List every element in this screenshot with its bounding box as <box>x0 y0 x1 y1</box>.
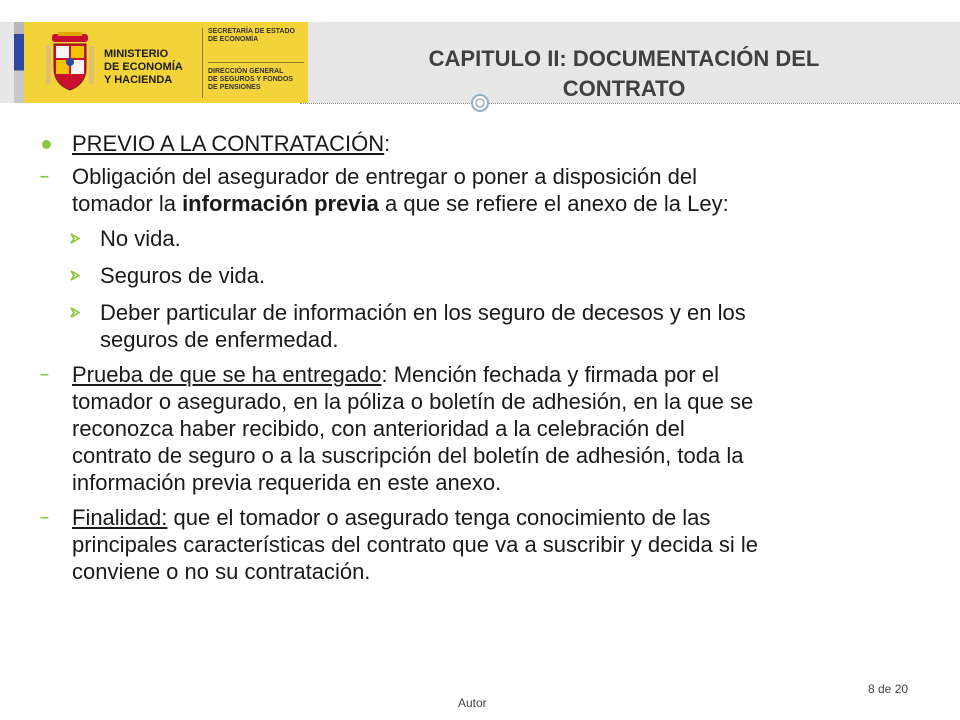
page-title: CAPITULO II: DOCUMENTACIÓN DEL CONTRATO <box>428 46 820 101</box>
ministry-name: MINISTERIO DE ECONOMÍA Y HACIENDA <box>104 48 183 86</box>
item2-underlined: Prueba de que se ha entregado <box>72 362 382 387</box>
item3-text: conviene o no su contratación. <box>72 559 371 584</box>
eu-flag-strip <box>14 22 24 103</box>
item3-line1 <box>72 504 920 531</box>
item2-line1 <box>72 361 920 388</box>
heading-row <box>40 130 920 157</box>
subitem-text: Deber particular de información en los seguro de decesos y en los <box>100 300 746 325</box>
item1-line2 <box>72 190 920 217</box>
item2-text: reconozca haber recibido, con anterioridad a la celebración del <box>72 416 685 441</box>
section-heading: PREVIO A LA CONTRATACIÓN <box>72 131 385 156</box>
sub-list-item <box>40 225 920 252</box>
list-item <box>40 504 920 585</box>
item3-text: que el tomador o asegurado tenga conocimiento de las <box>167 505 711 530</box>
dash-bullet-icon: – <box>40 509 49 526</box>
arrow-bullet-icon <box>70 270 81 281</box>
direccion-text: DIRECCIÓN GENERAL DE SEGUROS Y FONDOS DE PENSIONES <box>208 68 293 91</box>
item1-text: tomador la <box>72 191 183 216</box>
secretaria-text: SECRETARÍA DE ESTADO DE ECONOMÍA DIRECCIÓN GENERAL DE SEGUROS Y FONDOS DE PENSIONES <box>208 28 306 44</box>
item2-text: tomador o asegurado, en la póliza o boletín de adhesión, en la que se <box>72 389 754 414</box>
item3-underlined: Finalidad: <box>72 505 168 530</box>
subitem-text: Seguros de vida. <box>100 263 266 288</box>
sub-list-item <box>40 262 920 289</box>
dash-bullet-icon: – <box>40 168 49 185</box>
arrow-bullet-icon <box>70 233 81 244</box>
secretaria-divider <box>208 62 304 63</box>
item3-text: principales características del contrato que va a suscribir y decida si le <box>72 532 758 557</box>
item1-line1: Obligación del asegurador de entregar o poner a disposición del <box>72 164 697 189</box>
item2-text: información previa requerida en este anexo. <box>72 470 502 495</box>
title-underline <box>300 103 960 104</box>
bullet-dot-icon <box>42 140 51 149</box>
ring-icon <box>470 93 490 113</box>
list-item <box>40 163 920 217</box>
item1-bold: información previa <box>182 191 379 216</box>
arrow-bullet-icon <box>70 307 81 318</box>
list-item <box>40 361 920 496</box>
page-number: 8 de 20 <box>868 682 909 696</box>
footer-author: Autor <box>458 696 487 710</box>
coat-of-arms-icon <box>44 32 96 94</box>
sub-list-item <box>40 299 920 353</box>
heading-colon: : <box>384 131 391 156</box>
dash-bullet-icon: – <box>40 366 49 383</box>
subitem-text: No vida. <box>100 226 181 251</box>
item1-text-end: a que se refiere el anexo de la Ley: <box>378 191 729 216</box>
slide-content <box>40 130 920 585</box>
logo-divider <box>202 28 203 98</box>
item2-text: contrato de seguro o a la suscripción del boletín de adhesión, toda la <box>72 443 744 468</box>
item2-text: : Mención fechada y firmada por el <box>381 362 719 387</box>
subitem-text: seguros de enfermedad. <box>100 327 339 352</box>
